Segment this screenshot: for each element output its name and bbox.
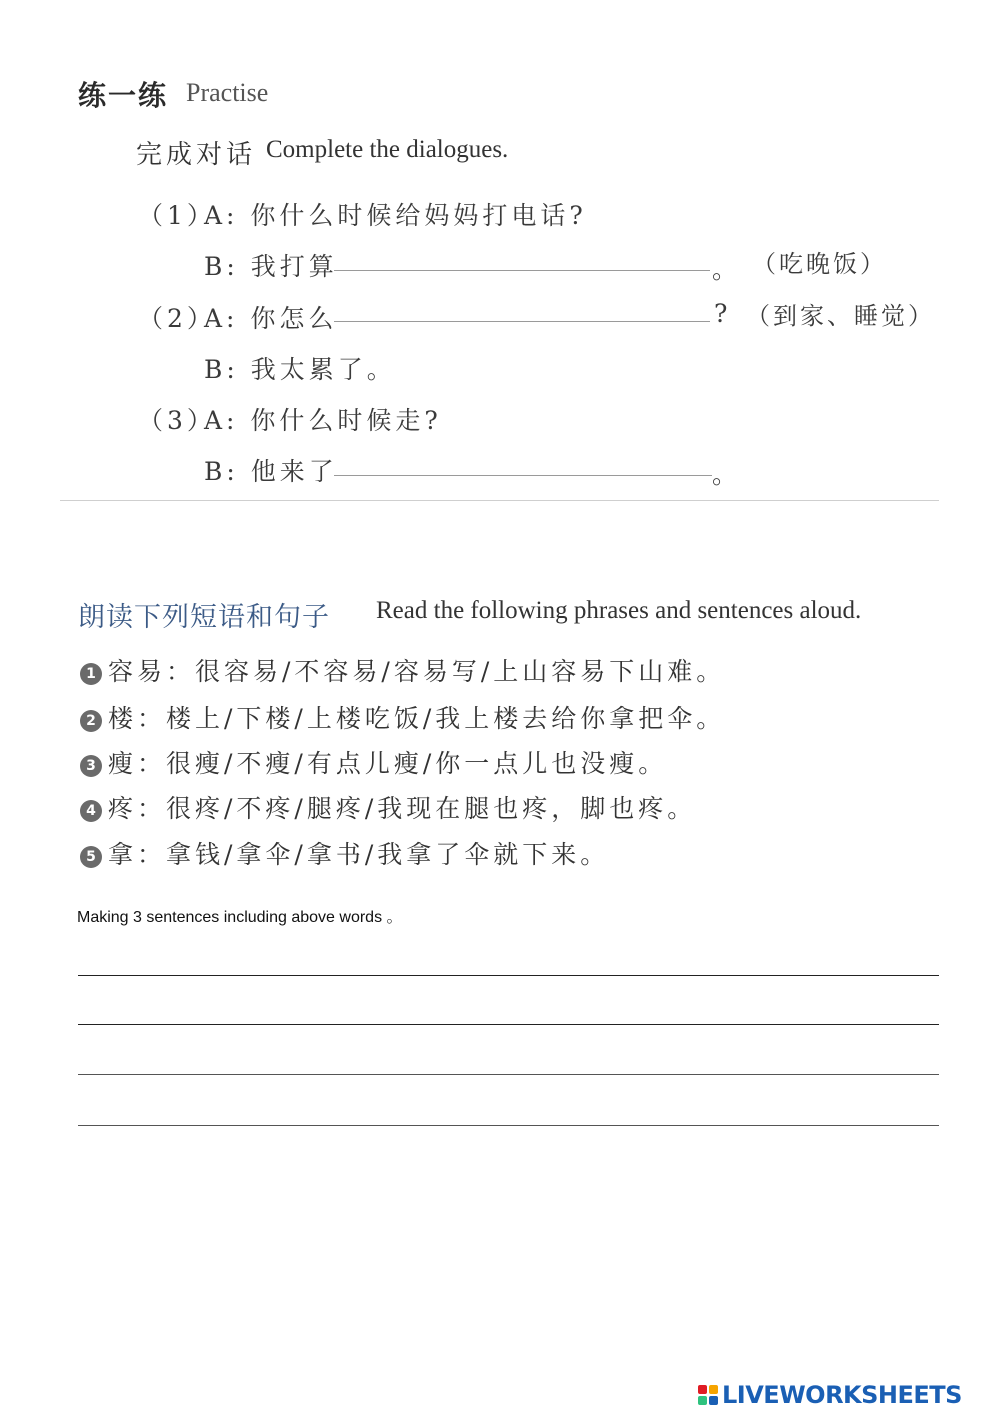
dialogue-1-hint: （吃晚饭） [752, 250, 887, 278]
phrase-item-5 [80, 835, 609, 871]
answer-line-2[interactable] [78, 1024, 939, 1025]
dialogue-1-answer-blank[interactable] [334, 270, 710, 271]
reading-title-zh: 朗读下列短语和句子 [78, 602, 330, 633]
dialogue-3-line-a: A: 你什么时候走? [204, 406, 442, 435]
dialogue-1-number: （1） [138, 201, 216, 230]
number-badge-3: 3 [80, 755, 102, 777]
phrase-item-text: 疼：很疼/不疼/腿疼/我现在腿也疼，脚也疼。 [108, 794, 697, 823]
phrase-item-text: 楼：楼上/下楼/上楼吃饭/我上楼去给你拿把伞。 [108, 704, 726, 733]
dialogue-1-end-punct: 。 [712, 255, 738, 284]
section-divider [60, 500, 939, 501]
number-badge-5: 5 [80, 846, 102, 868]
liveworksheets-logo [698, 1380, 962, 1410]
task-instruction: Making 3 sentences including above words 。 [77, 909, 403, 926]
dialogue-3-answer-blank[interactable] [334, 475, 712, 476]
phrase-item-1 [80, 652, 725, 688]
dialogue-3-line-b: B: 他来了 [204, 457, 338, 486]
phrase-item-text: 瘦：很瘦/不瘦/有点儿瘦/你一点儿也没瘦。 [108, 749, 668, 778]
answer-line-1[interactable] [78, 975, 939, 976]
instruction-en: Complete the dialogues. [266, 136, 509, 163]
number-badge-1: 1 [80, 663, 102, 685]
phrase-item-2 [80, 699, 725, 735]
dialogue-2-answer-blank[interactable] [334, 321, 710, 322]
instruction-zh: 完成对话 [136, 140, 257, 170]
phrase-item-text: 拿：拿钱/拿伞/拿书/我拿了伞就下来。 [108, 840, 610, 869]
dialogue-2-number: （2） [138, 304, 216, 333]
logo-text: LIVEWORKSHEETS [722, 1381, 962, 1409]
answer-line-4[interactable] [78, 1125, 939, 1126]
practise-title-zh: 练一练 [78, 79, 169, 112]
phrase-item-4 [80, 789, 696, 825]
phrase-item-text: 容易：很容易/不容易/容易写/上山容易下山难。 [108, 657, 726, 686]
reading-title-en: Read the following phrases and sentences aloud. [376, 597, 862, 624]
dialogue-2-end-punct: ? [714, 299, 728, 328]
number-badge-2: 2 [80, 710, 102, 732]
dialogue-1-line-b: B: 我打算 [204, 252, 338, 281]
practise-title-en: Practise [186, 78, 269, 107]
answer-line-3[interactable] [78, 1074, 939, 1075]
phrase-item-3 [80, 744, 667, 780]
number-badge-4: 4 [80, 800, 102, 822]
dialogue-3-end-punct: 。 [712, 460, 738, 489]
logo-mark-icon [698, 1385, 718, 1405]
dialogue-2-hint: （到家、睡觉） [746, 302, 935, 330]
dialogue-2-line-b: B: 我太累了。 [204, 355, 396, 384]
dialogue-3-number: （3） [138, 406, 216, 435]
dialogue-1-line-a: A: 你什么时候给妈妈打电话? [204, 201, 587, 230]
dialogue-2-line-a: A: 你怎么 [204, 304, 338, 333]
